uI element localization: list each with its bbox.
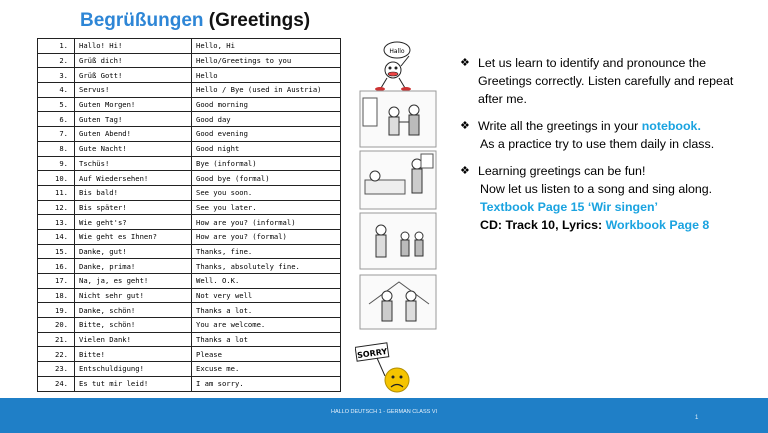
greeting-row <box>38 332 341 347</box>
german-greeting: Guten Morgen! <box>75 97 192 112</box>
row-number: 8. <box>38 141 75 156</box>
row-number: 2. <box>38 53 75 68</box>
greeting-row <box>38 303 341 318</box>
workbook-reference: Workbook Page 8 <box>605 218 710 232</box>
row-number: 24. <box>38 376 75 391</box>
german-greeting: Wie geht's? <box>75 215 192 230</box>
english-meaning: Good bye (formal) <box>192 171 341 186</box>
row-number: 10. <box>38 171 75 186</box>
greeting-row <box>38 97 341 112</box>
bullet-fun-line2: Now let us listen to a song and sing along. <box>480 182 713 196</box>
german-greeting: Servus! <box>75 83 192 98</box>
greeting-scene-1-icon <box>359 90 437 148</box>
row-number: 1. <box>38 39 75 54</box>
row-number: 11. <box>38 185 75 200</box>
bullet-learn-line2: Greetings correctly. Listen carefully and repeat <box>478 74 734 88</box>
textbook-reference: Textbook Page 15 ‘Wir singen’ <box>480 200 658 214</box>
footer-text: HALLO DEUTSCH 1 - GERMAN CLASS VI <box>330 409 438 415</box>
cd-reference <box>478 216 760 234</box>
greeting-row <box>38 68 341 83</box>
german-greeting: Auf Wiedersehen! <box>75 171 192 186</box>
greeting-row <box>38 274 341 289</box>
cd-track-text: CD: Track 10, Lyrics: <box>480 218 606 232</box>
english-meaning: Hello / Bye (used in Austria) <box>192 83 341 98</box>
bullet-fun <box>460 162 760 234</box>
german-greeting: Tschüs! <box>75 156 192 171</box>
english-meaning: Hello, Hi <box>192 39 341 54</box>
bullet-learn-line1: Let us learn to identify and pronounce the <box>478 56 707 70</box>
greeting-row <box>38 171 341 186</box>
greeting-scene-2-icon <box>359 150 437 210</box>
english-meaning: See you later. <box>192 200 341 215</box>
greeting-scene-3-icon <box>359 212 437 270</box>
german-greeting: Bitte! <box>75 347 192 362</box>
bullet-write-line1 <box>478 117 760 135</box>
bullet-fun-line1: Learning greetings can be fun! <box>478 164 646 178</box>
english-meaning: Excuse me. <box>192 362 341 377</box>
english-meaning: Hello/Greetings to you <box>192 53 341 68</box>
greeting-row <box>38 347 341 362</box>
german-greeting: Danke, gut! <box>75 244 192 259</box>
greeting-row <box>38 156 341 171</box>
sorry-sign-text: SORRY <box>356 346 388 361</box>
greeting-row <box>38 259 341 274</box>
row-number: 12. <box>38 200 75 215</box>
row-number: 17. <box>38 274 75 289</box>
german-greeting: Guten Abend! <box>75 127 192 142</box>
german-greeting: Entschuldigung! <box>75 362 192 377</box>
row-number: 4. <box>38 83 75 98</box>
english-meaning: Thanks a lot <box>192 332 341 347</box>
german-greeting: Bis später! <box>75 200 192 215</box>
title-german: Begrüßungen <box>80 10 204 31</box>
german-greeting: Danke, schön! <box>75 303 192 318</box>
hello-cartoon-icon <box>363 30 423 92</box>
row-number: 18. <box>38 288 75 303</box>
english-meaning: Good night <box>192 141 341 156</box>
diamond-bullet-icon: ❖ <box>460 120 470 132</box>
greeting-row <box>38 215 341 230</box>
bullet-learn <box>460 54 760 108</box>
greeting-row <box>38 244 341 259</box>
english-meaning: Thanks, absolutely fine. <box>192 259 341 274</box>
english-meaning: How are you? (informal) <box>192 215 341 230</box>
german-greeting: Bis bald! <box>75 185 192 200</box>
row-number: 16. <box>38 259 75 274</box>
row-number: 6. <box>38 112 75 127</box>
row-number: 21. <box>38 332 75 347</box>
row-number: 3. <box>38 68 75 83</box>
greeting-row <box>38 229 341 244</box>
bullet-write <box>460 117 760 153</box>
greeting-scene-4-icon <box>359 274 437 330</box>
german-greeting: Grüß dich! <box>75 53 192 68</box>
slide-title <box>80 10 310 32</box>
hello-sign-text: Hallo <box>389 48 405 55</box>
german-greeting: Nicht sehr gut! <box>75 288 192 303</box>
german-greeting: Na, ja, es geht! <box>75 274 192 289</box>
english-meaning: Hello <box>192 68 341 83</box>
english-meaning: See you soon. <box>192 185 341 200</box>
greeting-row <box>38 200 341 215</box>
bullet-write-text: Write all the greetings in your <box>478 119 642 133</box>
greeting-row <box>38 288 341 303</box>
german-greeting: Grüß Gott! <box>75 68 192 83</box>
greeting-row <box>38 127 341 142</box>
row-number: 9. <box>38 156 75 171</box>
greeting-row <box>38 83 341 98</box>
german-greeting: Es tut mir leid! <box>75 376 192 391</box>
greeting-row <box>38 141 341 156</box>
greeting-row <box>38 376 341 391</box>
greeting-row <box>38 53 341 68</box>
greeting-row <box>38 362 341 377</box>
german-greeting: Bitte, schön! <box>75 318 192 333</box>
row-number: 22. <box>38 347 75 362</box>
english-meaning: Bye (informal) <box>192 156 341 171</box>
greeting-row <box>38 39 341 54</box>
diamond-bullet-icon: ❖ <box>460 57 470 69</box>
english-meaning: Good evening <box>192 127 341 142</box>
row-number: 19. <box>38 303 75 318</box>
diamond-bullet-icon: ❖ <box>460 165 470 177</box>
row-number: 5. <box>38 97 75 112</box>
english-meaning: Thanks, fine. <box>192 244 341 259</box>
german-greeting: Wie geht es Ihnen? <box>75 229 192 244</box>
english-meaning: Well. O.K. <box>192 274 341 289</box>
row-number: 7. <box>38 127 75 142</box>
row-number: 20. <box>38 318 75 333</box>
bullet-write-line2: As a practice try to use them daily in class. <box>480 137 715 151</box>
footer-bar <box>0 398 768 433</box>
german-greeting: Vielen Dank! <box>75 332 192 347</box>
greeting-row <box>38 112 341 127</box>
notebook-highlight: notebook. <box>641 119 701 133</box>
german-greeting: Guten Tag! <box>75 112 192 127</box>
bullet-learn-line3: after me. <box>478 92 527 106</box>
row-number: 14. <box>38 229 75 244</box>
english-meaning: Thanks a lot. <box>192 303 341 318</box>
english-meaning: Please <box>192 347 341 362</box>
german-greeting: Hallo! Hi! <box>75 39 192 54</box>
instructions <box>460 54 760 243</box>
greeting-row <box>38 318 341 333</box>
row-number: 13. <box>38 215 75 230</box>
german-greeting: Danke, prima! <box>75 259 192 274</box>
english-meaning: You are welcome. <box>192 318 341 333</box>
english-meaning: Good morning <box>192 97 341 112</box>
german-greeting: Gute Nacht! <box>75 141 192 156</box>
greetings-table <box>37 38 341 392</box>
row-number: 15. <box>38 244 75 259</box>
title-english: (Greetings) <box>208 10 311 31</box>
page-number: 1 <box>695 415 699 421</box>
english-meaning: Good day <box>192 112 341 127</box>
greeting-row <box>38 185 341 200</box>
row-number: 23. <box>38 362 75 377</box>
english-meaning: How are you? (formal) <box>192 229 341 244</box>
greetings-table-body <box>38 39 341 392</box>
sorry-cartoon-icon <box>355 342 417 398</box>
english-meaning: I am sorry. <box>192 376 341 391</box>
english-meaning: Not very well <box>192 288 341 303</box>
